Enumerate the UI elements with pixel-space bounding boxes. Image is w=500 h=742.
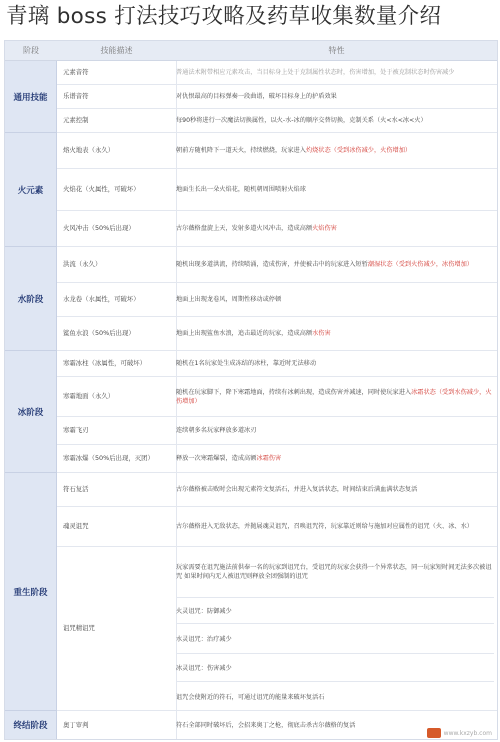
group-rebirth: 重生阶段 [5,473,57,711]
skill-name: 元素音符 [63,68,89,76]
skill-name: 水龙卷（水属性，可破坏） [63,295,140,303]
table-row [57,211,497,247]
skill-name: 寒霜地面（永久） [63,392,115,400]
table-row [57,109,497,133]
table-row [57,547,497,711]
curse-sub-row: 火灵诅咒：防御减少 [176,597,494,623]
table-row [57,473,497,507]
skill-desc: 古尔薇格被击败时会出现元素符文复活石，并进入复活状态，时间结束后满血满状态复活 [176,486,418,493]
group-final: 终结阶段 [5,711,57,739]
watermark: www.kxzyb.com [427,728,492,738]
skill-desc: 地面上出现鲨鱼水浪，追击最近的玩家，造成高额水伤害 [176,330,331,337]
table-row [57,417,497,445]
skill-desc: 释放一次寒霜爆裂，造成高额冰霜伤害 [176,455,282,462]
page-title: 青璃 boss 打法技巧攻略及药草收集数量介绍 [6,4,442,29]
skill-desc: 地面上出现龙卷风，周期性移动或停顿 [176,296,282,303]
curse-sub-row: 冰灵诅咒：伤害减少 [176,653,494,681]
skill-table [4,40,498,740]
skill-name: 鲨鱼水浪（50%后出现） [63,329,135,337]
table-row [57,283,497,317]
group-general: 通用技能 [5,61,57,133]
skill-desc: 对仇恨最高的目标弹奏一段曲谱，破坏目标身上的护盾效果 [176,93,337,100]
skill-name: 洪流（永久） [63,260,102,268]
skill-name: 火焰花（火属性，可破坏） [63,185,140,193]
skill-desc: 符石全部同时破坏后，会招来奥丁之枪，彻底击杀古尔薇格的复活 [176,721,356,729]
skill-desc: 地面生长出一朵火焰花，随机朝周围喷射火焰球 [176,186,306,193]
skill-desc: 随机在玩家脚下，降下寒霜地面，持续有冰刺出现，造成伤害并减速，同时使玩家进入冰霜状态（受到水伤减少，火伤增加） [176,388,492,405]
group-ice: 冰阶段 [5,351,57,473]
skill-name: 奥丁审判 [63,720,89,729]
skill-desc: 古尔薇格进入无敌状态，并抛展魂灵诅咒，召唤诅咒符，玩家靠近则给与施加对应属性的诅咒（火、冰、水） [176,523,473,530]
skill-name: 寒霜冰爆（50%后出现，灭团） [63,454,154,462]
table-row [57,247,497,283]
header-stage: 阶段 [5,41,57,61]
skill-desc: 古尔薇格盘旋上天，发射多道火风冲击，造成高额火焰伤害 [176,225,337,232]
curse-sub-row: 诅咒会使附近的符石，可通过诅咒的能量来破坏复活石 [176,681,494,711]
table-row [57,507,497,547]
skill-name: 寒霜飞刃 [63,426,89,434]
skill-name: 火风冲击（50%后出现） [63,224,135,232]
curse-sub-row: 水灵诅咒：治疗减少 [176,623,494,653]
skill-desc: 连续朝多名玩家释放多道冰刃 [176,427,257,434]
skill-name: 魂灵诅咒 [63,522,89,530]
table-row [57,445,497,473]
header-skill: 技能描述 [57,41,176,61]
skill-name: 熔火地表（永久） [63,146,115,154]
table-row [57,377,497,417]
table-row [57,61,497,85]
table-row [57,133,497,169]
group-water: 水阶段 [5,247,57,351]
watermark-logo-icon [427,728,441,738]
table-row [57,317,497,351]
skill-name: 元素控制 [63,116,89,124]
skill-name: 乐谱音符 [63,92,89,100]
header-trait: 特性 [176,41,497,61]
group-fire: 火元素 [5,133,57,247]
skill-desc: 随机在1名玩家处生成冻结的冰柱，靠近时无法移动 [176,360,317,367]
skill-desc: 玩家需要在诅咒施法前供奉一名的玩家到诅咒台，受诅咒的玩家会获得一个异常状态，同一玩家短时间无法多次被诅咒 如果时间内无人被诅咒则释放全团强制的诅咒 [176,564,492,580]
table-row [57,85,497,109]
table-row [57,169,497,211]
skill-desc: 普通法术附带相应元素攻击，当目标身上处于克制属性状态时，伤害增加，处于被克制状态时伤害减少 [176,69,455,76]
skill-name: 符石复活 [63,485,89,493]
skill-name: 诅咒精诅咒 [63,624,95,632]
table-row [57,351,497,377]
skill-desc: 随机出现多道洪流，持续喷涌，造成伤害，并使被击中的玩家进入短暂潮湿状态（受到火伤减少，冰伤增加） [176,261,473,268]
skill-desc: 每90秒将进行一次魔法切换属性，以火-水-冰的顺序交替切换，克制关系（火<水<冰<火） [176,117,427,124]
skill-desc: 朝前方随机降下一道天火，持续燃烧，玩家进入灼烧状态（受到冰伤减少，火伤增加） [176,147,412,154]
skill-name: 寒霜冰柱（冰属性，可破坏） [63,359,147,367]
